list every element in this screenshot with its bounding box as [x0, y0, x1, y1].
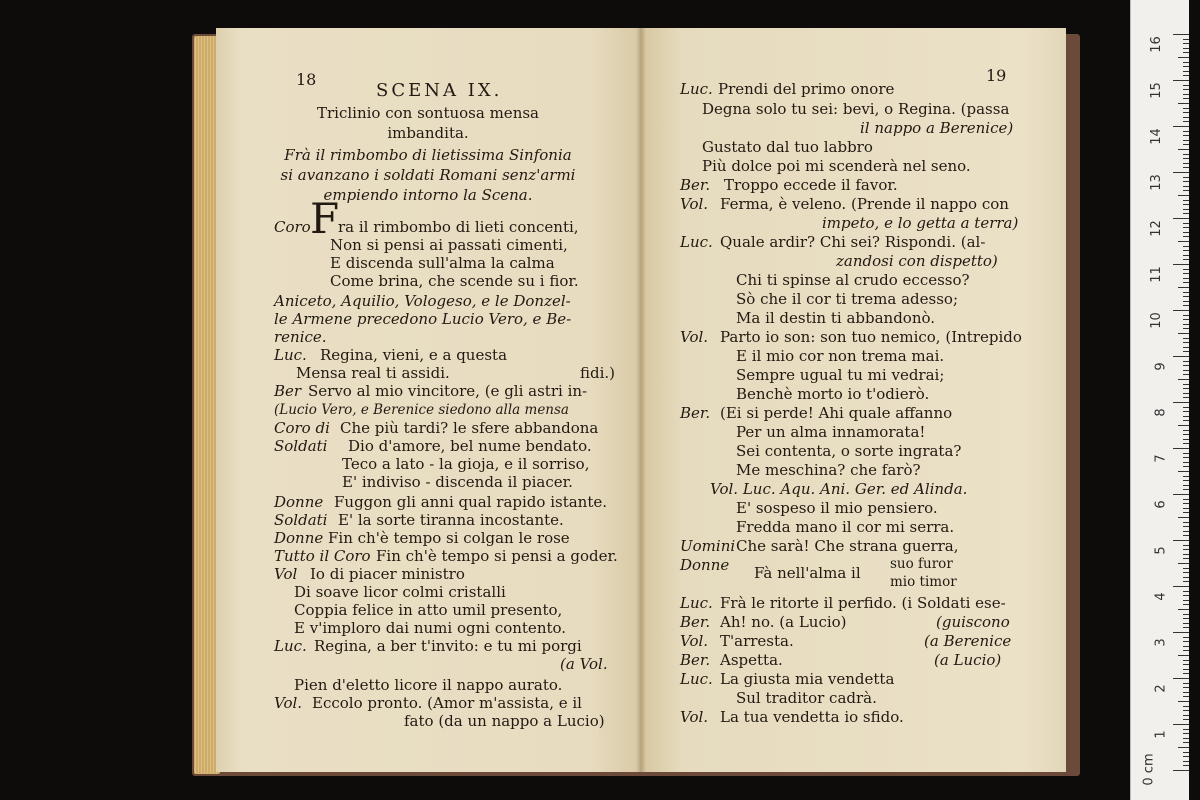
speaker: Vol. — [680, 632, 709, 650]
speaker: Luc. — [680, 670, 713, 688]
ruler-tick — [1183, 94, 1189, 95]
verse-line: Dio d'amore, bel nume bendato. — [348, 437, 592, 455]
ruler-tick — [1183, 669, 1189, 670]
ruler-tick — [1183, 227, 1189, 228]
ruler-tick — [1183, 696, 1189, 697]
ruler-tick — [1183, 186, 1189, 187]
ruler-tick — [1183, 683, 1189, 684]
ruler-tick — [1183, 181, 1189, 182]
verse-line: Aspetta. — [720, 651, 783, 669]
verse-line: Fin ch'è tempo si pensi a goder. — [376, 547, 618, 565]
ruler-tick — [1183, 549, 1189, 550]
speaker: Ber. — [680, 651, 711, 669]
ruler-tick — [1183, 577, 1189, 578]
page-number-right: 19 — [986, 66, 1007, 85]
ruler-tick — [1183, 646, 1189, 647]
ruler-tick — [1183, 144, 1189, 145]
ruler-tick — [1183, 462, 1189, 463]
ruler-tick — [1183, 742, 1189, 743]
ruler-tick — [1183, 614, 1189, 615]
verse-line: Ma il destin ti abbandonò. — [736, 309, 936, 327]
ruler-tick — [1183, 282, 1189, 283]
speaker: Ber. — [680, 176, 711, 194]
ruler-tick — [1183, 71, 1189, 72]
verse-line: Quale ardir? Chi sei? Rispondi. (al- — [720, 233, 986, 251]
speaker: Coro — [274, 218, 311, 236]
ruler-tick — [1178, 333, 1189, 334]
ruler-tick — [1183, 89, 1189, 90]
verse-line: La giusta mia vendetta — [720, 670, 895, 688]
ruler-tick — [1183, 687, 1189, 688]
speaker: Donne — [274, 493, 324, 511]
ruler-tick — [1183, 641, 1189, 642]
ruler-tick — [1183, 604, 1189, 605]
stage-direction: (Lucio Vero, e Berenice siedono alla mensa — [274, 402, 569, 418]
ruler-tick — [1183, 512, 1189, 513]
ruler-tick — [1173, 770, 1189, 771]
ruler-tick — [1183, 259, 1189, 260]
ruler-tick — [1173, 402, 1189, 403]
ruler-tick — [1178, 241, 1189, 242]
verse-line: Gustato dal tuo labbro — [702, 138, 873, 156]
ruler-tick — [1183, 163, 1189, 164]
verse-line: Fà nell'alma il — [754, 564, 861, 582]
verse-line: Pien d'eletto licore il nappo aurato. — [294, 676, 563, 694]
ruler-tick — [1183, 466, 1189, 467]
ruler-tick — [1183, 637, 1189, 638]
ruler-tick — [1173, 80, 1189, 81]
stage-direction: Vol. Luc. Aqu. Ani. Ger. ed Alinda. — [710, 480, 968, 498]
ruler-tick — [1183, 416, 1189, 417]
ruler-tick — [1183, 443, 1189, 444]
ruler-tick — [1173, 218, 1189, 219]
verse-line: Fin ch'è tempo si colgan le rose — [328, 529, 570, 547]
speaker: Luc. — [680, 80, 713, 98]
verse-line: Di soave licor colmi cristalli — [294, 583, 506, 601]
ruler-tick — [1173, 678, 1189, 679]
ruler-tick — [1183, 384, 1189, 385]
verse-line: Che più tardi? le sfere abbandona — [340, 419, 599, 437]
verse-line: T'arresta. — [720, 632, 794, 650]
ruler-tick — [1183, 204, 1189, 205]
ruler-tick — [1183, 526, 1189, 527]
ruler-tick — [1183, 752, 1189, 753]
ruler-tick — [1183, 434, 1189, 435]
ruler-tick — [1183, 255, 1189, 256]
ruler-tick — [1183, 420, 1189, 421]
book — [192, 28, 1080, 776]
ruler-tick — [1183, 108, 1189, 109]
stage-direction: Aniceto, Aquilio, Vologeso, e le Donzel- — [274, 292, 571, 310]
verse-line: Me meschina? che farò? — [736, 461, 921, 479]
ruler-tick — [1183, 706, 1189, 707]
speaker: Luc. — [680, 233, 713, 251]
right-page — [640, 28, 1066, 772]
verse-line: ra il rimbombo di lieti concenti, — [338, 218, 579, 236]
ruler-tick — [1183, 121, 1189, 122]
verse-line: Coppia felice in atto umil presento, — [294, 601, 563, 619]
ruler-tick — [1183, 503, 1189, 504]
stage-direction: (a Vol. — [560, 655, 608, 673]
ruler-tick — [1183, 213, 1189, 214]
ruler-tick — [1183, 117, 1189, 118]
ruler-tick — [1183, 365, 1189, 366]
verse-line: E il mio cor non trema mai. — [736, 347, 945, 365]
ruler-number: 9 — [1153, 362, 1169, 371]
speaker: Vol — [274, 565, 298, 583]
ruler-tick — [1183, 338, 1189, 339]
verse-line: Benchè morto io t'odierò. — [736, 385, 930, 403]
speaker: Vol. — [680, 328, 709, 346]
stage-direction: (a Berenice — [924, 632, 1012, 650]
verse-line: Troppo eccede il favor. — [724, 176, 898, 194]
stage-direction: renice. — [274, 328, 327, 346]
page-number-left: 18 — [296, 70, 317, 89]
ruler-tick — [1183, 190, 1189, 191]
ruler-tick — [1183, 200, 1189, 201]
ruler-tick — [1183, 319, 1189, 320]
ruler-tick — [1183, 269, 1189, 270]
speaker: Tutto il Coro — [274, 547, 371, 565]
ruler-tick — [1173, 264, 1189, 265]
ruler-tick — [1183, 623, 1189, 624]
ruler-tick — [1183, 545, 1189, 546]
ruler-tick — [1178, 103, 1189, 104]
ruler-tick — [1183, 52, 1189, 53]
ruler-tick — [1183, 554, 1189, 555]
stage-direction: (a Lucio) — [934, 651, 1002, 669]
ruler-tick — [1173, 724, 1189, 725]
ruler-tick — [1183, 98, 1189, 99]
verse-line: Non si pensi ai passati cimenti, — [330, 236, 568, 254]
speaker: Uomini — [680, 537, 736, 555]
ruler-tick — [1183, 48, 1189, 49]
ruler-tick — [1183, 673, 1189, 674]
verse-line: Frà le ritorte il perfido. (i Soldati ese- — [720, 594, 1006, 612]
setting-line: Triclinio con sontuosa mensa — [316, 104, 539, 122]
ruler-tick — [1183, 765, 1189, 766]
speaker: Vol. — [680, 708, 709, 726]
verse-line: Regina, vieni, e a questa — [320, 346, 508, 364]
ruler-tick — [1183, 600, 1189, 601]
ruler-tick — [1183, 278, 1189, 279]
stage-direction: (guiscono — [936, 613, 1010, 631]
ruler-tick — [1183, 411, 1189, 412]
ruler-tick — [1183, 39, 1189, 40]
verse-line: La tua vendetta io sfido. — [720, 708, 904, 726]
ruler-tick — [1183, 761, 1189, 762]
speaker: Ber. — [680, 404, 711, 422]
ruler-tick — [1183, 315, 1189, 316]
ruler-tick — [1183, 522, 1189, 523]
verse-line: Sò che il cor ti trema adesso; — [736, 290, 959, 308]
verse-line: Teco a lato - la gioja, e il sorriso, — [342, 455, 590, 473]
ruler-tick — [1183, 250, 1189, 251]
speaker: Vol. — [274, 694, 303, 712]
ruler-tick — [1183, 476, 1189, 477]
ruler-tick — [1183, 232, 1189, 233]
verse-line: Eccolo pronto. (Amor m'assista, e il — [312, 694, 582, 712]
ruler-number: 4 — [1153, 592, 1169, 601]
ruler-tick — [1183, 650, 1189, 651]
setting-line: imbandita. — [387, 124, 469, 142]
ruler-tick — [1183, 66, 1189, 67]
ruler-tick — [1178, 57, 1189, 58]
ruler-tick — [1183, 347, 1189, 348]
drop-cap: F — [310, 194, 340, 243]
ruler-tick — [1183, 370, 1189, 371]
ruler-tick — [1183, 62, 1189, 63]
ruler-tick — [1183, 457, 1189, 458]
ruler-tick — [1183, 351, 1189, 352]
verse-line: Regina, a ber t'invito: e tu mi porgi — [314, 637, 582, 655]
ruler-tick — [1183, 75, 1189, 76]
verse-line: Mensa real ti assidi. — [296, 364, 450, 382]
verse-line: Per un alma innamorata! — [736, 423, 926, 441]
ruler-number: 3 — [1153, 638, 1169, 647]
speaker: Donne — [274, 529, 324, 547]
ruler-tick — [1183, 568, 1189, 569]
ruler-number: 1 — [1153, 730, 1169, 739]
ruler-tick — [1183, 167, 1189, 168]
ruler-tick — [1173, 494, 1189, 495]
ruler-tick — [1183, 177, 1189, 178]
verse-line: E' indiviso - discenda il piacer. — [342, 473, 573, 491]
book-gutter — [636, 28, 646, 772]
ruler-number: 5 — [1153, 546, 1169, 555]
stage-direction: impeto, e lo getta a terra) — [822, 214, 1019, 232]
ruler-tick — [1183, 328, 1189, 329]
ruler-tick — [1183, 627, 1189, 628]
ruler-number: 2 — [1153, 684, 1169, 693]
speaker: Soldati — [274, 511, 328, 529]
ruler-number: 8 — [1153, 408, 1169, 417]
ruler-tick — [1183, 430, 1189, 431]
ruler-tick — [1183, 236, 1189, 237]
ruler-tick — [1183, 489, 1189, 490]
ruler-tick — [1183, 499, 1189, 500]
ruler-number: 10 — [1149, 312, 1165, 329]
ruler-number: 15 — [1149, 82, 1165, 99]
ruler-tick — [1178, 287, 1189, 288]
verse-line: Sempre ugual tu mi vedrai; — [736, 366, 945, 384]
ruler-tick — [1183, 595, 1189, 596]
ruler-tick — [1173, 540, 1189, 541]
ruler-tick — [1183, 296, 1189, 297]
verse-line: Chi ti spinse al crudo eccesso? — [736, 271, 970, 289]
ruler-tick — [1173, 356, 1189, 357]
ruler-tick — [1183, 480, 1189, 481]
speaker: Ber — [274, 382, 302, 400]
left-page — [216, 28, 640, 772]
ruler-tick — [1173, 586, 1189, 587]
ruler-unit: 0 cm — [1141, 753, 1157, 786]
speaker: Luc. — [274, 637, 307, 655]
speaker: Ber. — [680, 613, 711, 631]
verse-line: Degna solo tu sei: bevi, o Regina. (passa — [702, 100, 1010, 118]
ruler-number: 14 — [1149, 128, 1165, 145]
ruler-tick — [1183, 223, 1189, 224]
ruler-tick — [1178, 149, 1189, 150]
ruler-tick — [1183, 388, 1189, 389]
ruler-tick — [1173, 310, 1189, 311]
ruler-tick — [1178, 701, 1189, 702]
verse-line: E' sospeso il mio pensiero. — [736, 499, 938, 517]
ruler-tick — [1183, 158, 1189, 159]
stage-direction: si avanzano i soldati Romani senz'armi — [280, 166, 576, 184]
ruler-number: 12 — [1149, 220, 1165, 237]
measurement-ruler — [1130, 0, 1189, 800]
ruler-tick — [1183, 572, 1189, 573]
ruler-tick — [1183, 756, 1189, 757]
ruler-tick — [1183, 407, 1189, 408]
ruler-tick — [1183, 292, 1189, 293]
ruler-number: 6 — [1153, 500, 1169, 509]
ruler-tick — [1183, 664, 1189, 665]
speaker: Donne — [680, 556, 730, 574]
ruler-tick — [1173, 632, 1189, 633]
ruler-tick — [1183, 485, 1189, 486]
ruler-tick — [1183, 140, 1189, 141]
verse-line: Fuggon gli anni qual rapido istante. — [334, 493, 608, 511]
ruler-tick — [1183, 715, 1189, 716]
ruler-tick — [1178, 517, 1189, 518]
verse-line: Servo al mio vincitore, (e gli astri in- — [308, 382, 588, 400]
ruler-tick — [1178, 471, 1189, 472]
ruler-tick — [1183, 558, 1189, 559]
ruler-tick — [1178, 655, 1189, 656]
ruler-tick — [1173, 448, 1189, 449]
ruler-tick — [1183, 112, 1189, 113]
ruler-number: 11 — [1149, 266, 1165, 283]
ruler-tick — [1183, 85, 1189, 86]
ruler-tick — [1173, 126, 1189, 127]
ruler-tick — [1178, 747, 1189, 748]
speaker: Luc. — [680, 594, 713, 612]
ruler-tick — [1178, 425, 1189, 426]
ruler-tick — [1183, 273, 1189, 274]
ruler-tick — [1183, 374, 1189, 375]
verse-line: Parto io son: son tuo nemico, (Intrepido — [720, 328, 1022, 346]
ruler-tick — [1183, 591, 1189, 592]
speaker: Luc. — [274, 346, 307, 364]
speaker: Coro di — [274, 419, 330, 437]
ruler-tick — [1183, 393, 1189, 394]
verse-line: Sei contenta, o sorte ingrata? — [736, 442, 962, 460]
ruler-tick — [1183, 710, 1189, 711]
ruler-tick — [1183, 397, 1189, 398]
ruler-tick — [1183, 535, 1189, 536]
ruler-tick — [1178, 563, 1189, 564]
ruler-tick — [1183, 692, 1189, 693]
verse-line: Più dolce poi mi scenderà nel seno. — [702, 157, 971, 175]
ruler-tick — [1183, 246, 1189, 247]
ruler-tick — [1178, 379, 1189, 380]
verse-line: fidi.) — [580, 364, 616, 382]
stage-direction: empiendo intorno la Scena. — [323, 186, 533, 204]
ruler-tick — [1183, 209, 1189, 210]
ruler-tick — [1183, 135, 1189, 136]
ruler-tick — [1183, 131, 1189, 132]
ruler-tick — [1173, 172, 1189, 173]
verse-line: Sul traditor cadrà. — [736, 689, 877, 707]
ruler-tick — [1178, 195, 1189, 196]
verse-line: fato (da un nappo a Lucio) — [404, 712, 605, 730]
ruler-tick — [1183, 733, 1189, 734]
verse-line: Prendi del primo onore — [718, 80, 895, 98]
ruler-tick — [1183, 342, 1189, 343]
verse-line: Che sarà! Che strana guerra, — [736, 537, 959, 555]
ruler-number: 16 — [1149, 36, 1165, 53]
ruler-tick — [1173, 34, 1189, 35]
ruler-tick — [1183, 729, 1189, 730]
ruler-tick — [1183, 439, 1189, 440]
verse-line: mio timor — [890, 574, 957, 590]
verse-line: E' la sorte tiranna incostante. — [338, 511, 564, 529]
verse-line: Ah! no. (a Lucio) — [720, 613, 847, 631]
verse-line: suo furor — [890, 556, 953, 572]
ruler-tick — [1183, 508, 1189, 509]
ruler-tick — [1183, 361, 1189, 362]
stage-direction: zandosi con dispetto) — [836, 252, 998, 270]
ruler-tick — [1183, 453, 1189, 454]
ruler-number: 7 — [1153, 454, 1169, 463]
ruler-tick — [1183, 531, 1189, 532]
ruler-tick — [1183, 324, 1189, 325]
verse-line: Come brina, che scende su i fior. — [330, 272, 579, 290]
verse-line: Fredda mano il cor mi serra. — [736, 518, 955, 536]
scene-title: SCENA IX. — [376, 80, 503, 101]
verse-line: (Ei si perde! Ahi quale affanno — [720, 404, 953, 422]
ruler-tick — [1183, 305, 1189, 306]
ruler-tick — [1183, 660, 1189, 661]
verse-line: Io di piacer ministro — [310, 565, 465, 583]
stage-direction: le Armene precedono Lucio Vero, e Be- — [274, 310, 572, 328]
ruler-tick — [1183, 581, 1189, 582]
ruler-tick — [1183, 43, 1189, 44]
ruler-tick — [1183, 719, 1189, 720]
speaker: Vol. — [680, 195, 709, 213]
ruler-tick — [1183, 618, 1189, 619]
ruler-number: 13 — [1149, 174, 1165, 191]
verse-line: E discenda sull'alma la calma — [330, 254, 555, 272]
verse-line: Ferma, è veleno. (Prende il nappo con — [720, 195, 1009, 213]
ruler-tick — [1183, 301, 1189, 302]
ruler-tick — [1183, 154, 1189, 155]
speaker: Soldati — [274, 437, 328, 455]
stage-direction: il nappo a Berenice) — [860, 119, 1014, 137]
stage-direction: Frà il rimbombo di lietissima Sinfonia — [284, 146, 572, 164]
ruler-tick — [1178, 609, 1189, 610]
ruler-tick — [1183, 738, 1189, 739]
verse-line: E v'imploro dai numi ogni contento. — [294, 619, 567, 637]
